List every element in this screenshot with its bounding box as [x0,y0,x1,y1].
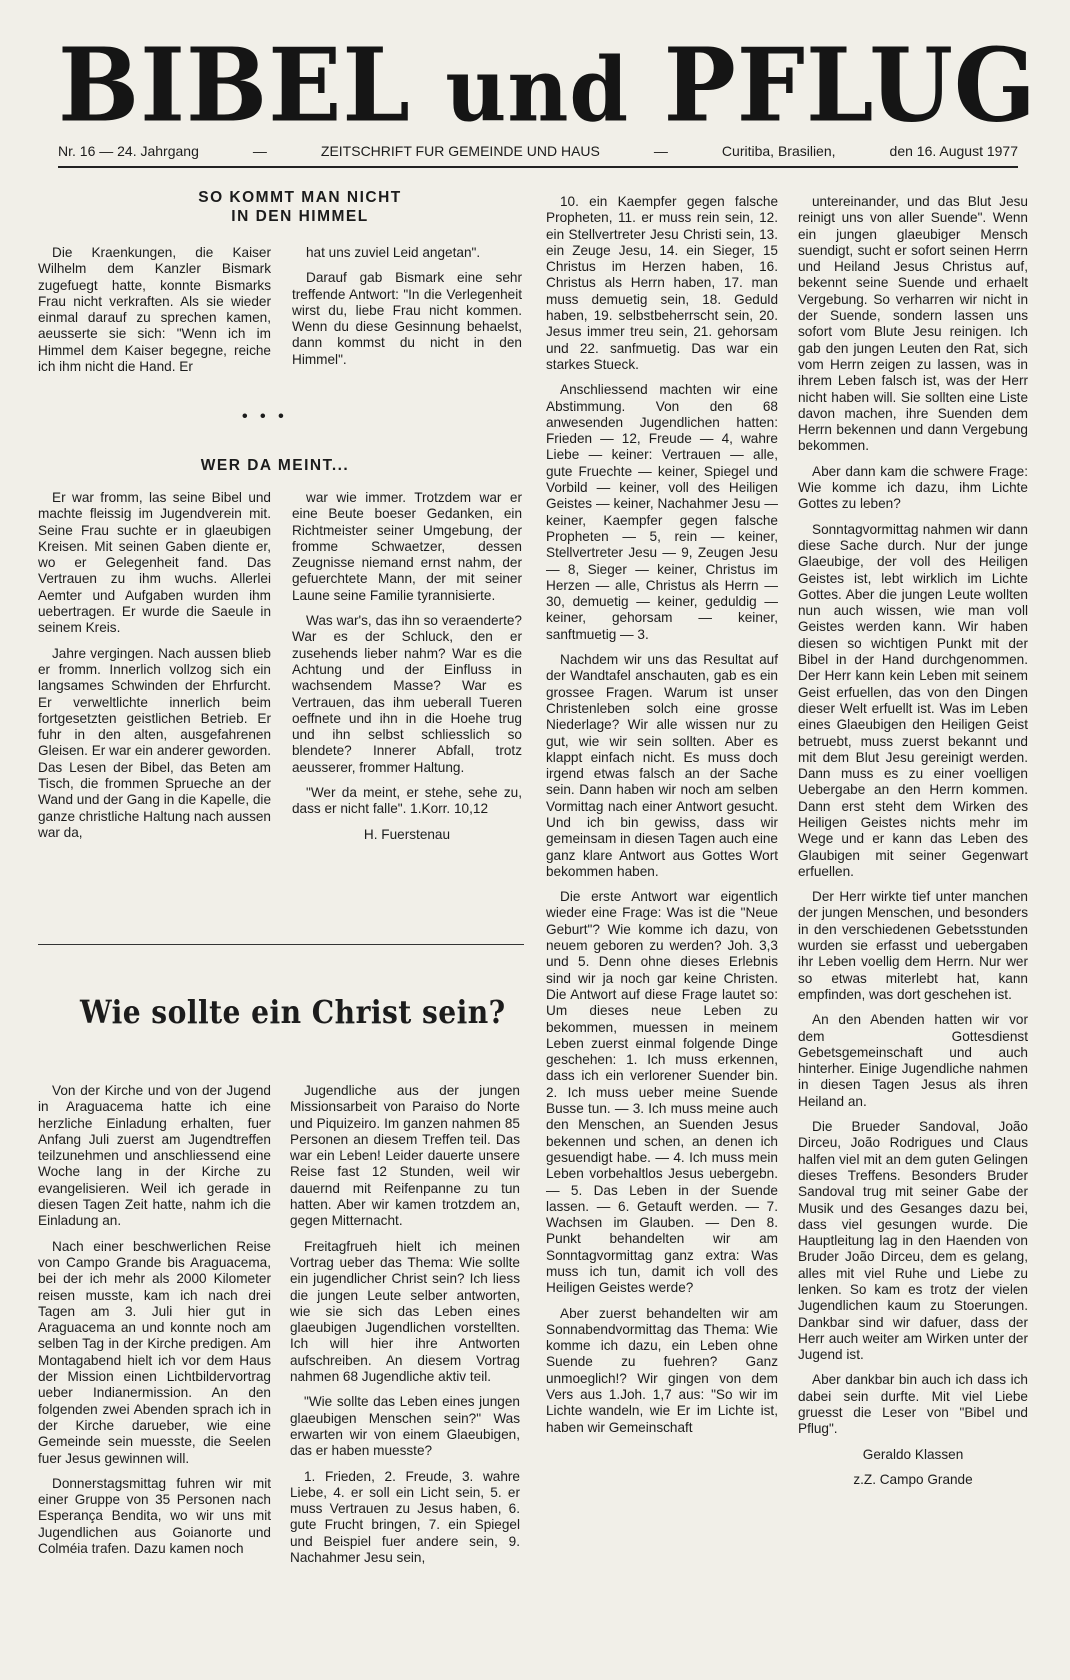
article1-headline-line-2: IN DEN HIMMEL [231,208,369,225]
masthead-title [58,25,1037,148]
article2-paragraph-3: war wie immer. Trotzdem war er eine Beute boeser Gedanken, ein Richtmeister seiner Umgebung, der fromme Schwaetzer, dessen Zeugnisse niemand ernst nahm, der gefuerchtete Mann, der mit seiner Laune seine Familie tyrannisierte. [292,490,522,603]
masthead-rule [58,166,1018,168]
article3-col2-paragraph-4: 1. Frieden, 2. Freude, 3. wahre Liebe, 4. er soll ein Licht sein, 5. er muss Vertrauen zu Jesus haben, 6. gute Frucht bringen, 7. ein Spiegel und Beispiel fuer andere sein, 9. Nachahmer Jesu sein, [290,1468,520,1566]
article3-col2-paragraph-2: Freitagfrueh hielt ich meinen Vortrag ueber das Thema: Wie sollte ein jugendlicher Christ sein? Ich liess die jungen Leute selber antworten, wie sie sich das Leben eines glaeubigen Jugendlichen vorstellten. Ich will hier ihre Antworten aufschreiben. An diesem Vortrag nahmen 68 Jugendliche aktiv teil. [290,1238,520,1385]
issue-dash-1: — [252,143,267,159]
article1-column-2 [292,245,522,377]
article1-paragraph-1: Die Kraenkungen, die Kaiser Wilhelm dem Kanzler Bismark zugefuegt hatte, konnte Bismarks Frau nicht verkraften. Als sie wieder einmal darauf zu sprechen kamen, aeusserte sie sich: "Wenn ich im Himmel dem Kaiser begegne, reiche ich ihm nicht die Hand. Er [38,245,271,375]
article3-col3-paragraph-4: Die erste Antwort war eigentlich wieder eine Frage: Was ist die "Neue Geburt"? Wie komme ich dazu, von neuem geboren zu werden? Joh. 3,3 und 5. Denn ohne dieses Erlebnis sind wir ja noch gar keine Christen. Die Antwort auf diese Frage lautet so: Um dieses neue Leben zu bekommen, muessen in meinem Leben zuerst einmal folgende Dinge geschehen: 1. Ich muss erkennen, dass ich ein verlorener Suender bin. 2. Ich muss ueber meine Suende Busse tun. — 3. Ich muss meine auch den Menschen, an Suenden Jesus bekennen und schen, an denen ich gesuendigt habe. — 4. Ich muss mein Leben vorbehaltlos Jesus uebergebn. — 5. Das Leben in der Suende lassen. — 6. Getauft werden. — 7. Wachsen im Glauben. — Den 8. Punkt behandelten wir am Sonntagvormittag ganz extra: Was muss ich tun, damit ich voll des Heiligen Geistes werde? [546,889,778,1296]
article3-col1-paragraph-2: Nach einer beschwerlichen Reise von Campo Grande bis Araguacema, bei der ich mehr als 2000 Kilometer reisen musste, kam ich nach drei Tagen am 3. Juli hier gut in Araguacema an und konnte noch am selben Tag in der Kirche predigen. Am Montagabend hielt ich vor dem Haus der Mission einen Lichtbildervortrag ueber Indianermission. An den folgenden zwei Abenden sprach ich in der Kirche darueber, wie eine Gemeinde sein muesste, die Seelen fuer Jesus gewinnen will. [38,1238,271,1466]
masthead-word-und: und [445,37,630,142]
article3-col4-paragraph-4: Der Herr wirkte tief unter manchen der jungen Menschen, und besonders in den verschiedenen Gebetsstunden wurden sie erfasst und uebergaben ihr Leben voellig dem Herrn. Nur wer so etwas miterlebt hat, kann empfinden, was dort geschehen ist. [798,889,1028,1002]
article2-headline: WER DA MEINT... [200,457,350,474]
article3-column-3 [546,194,778,1445]
issue-place: Curitiba, Brasilien, [721,143,836,159]
article3-col2-paragraph-1: Jugendliche aus der jungen Missionsarbeit von Paraiso do Norte und Piquizeiro. Im ganzen nahmen 85 Personen an diesem Treffen teil. Das war ein Leben! Leider dauerte unsere Reise fast 12 Stunden, weil wir dauernd mit Reifenpanne zu tun hatten. Aber wir kamen trotzdem an, gegen Mitternacht. [290,1083,520,1229]
article3-col1-paragraph-3: Donnerstagsmittag fuhren wir mit einer Gruppe von 35 Personen nach Esperança Bendita, wo wir uns mit Jugendlichen aus Goianorte und Colméia trafen. Dazu kamen noch [38,1475,271,1557]
article1-column-1 [38,245,271,384]
issue-dash-2: — [653,143,668,159]
article3-col3-paragraph-5: Aber zuerst behandelten wir am Sonnabendvormittag das Thema: Wie komme ich dazu, ein Leben ohne Suende zu fuehren? Ganz unmoeglich!? Wir gingen von dem Vers aus 1.Joh. 1,7 aus: "So wir im Lichte wandeln, wie Er im Lichte ist, haben wir Gemeinschaft [546,1305,778,1435]
article3-col4-paragraph-2: Aber dann kam die schwere Frage: Wie komme ich dazu, ihm Lichte Gottes zu leben? [798,463,1028,512]
issue-line [58,142,1018,160]
article3-column-4 [798,194,1028,1497]
article2-paragraph-1: Er war fromm, las seine Bibel und machte fleissig im Jugendverein mit. Seine Frau suchte er in glaeubigen Kreisen. Mit seinen Gaben diente er, wo er Gelegenheit fand. Das Vertrauen zu ihm wuchs. Allerlei Aemter und Aufgaben wurden ihm uebertragen. Er wurde die Saeule in seinem Kreis. [38,490,271,636]
article3-col4-paragraph-6: Die Brueder Sandoval, João Dirceu, João Rodrigues und Claus halfen viel mit an dem guten Gelingen dieses Treffens. Besonders Bruder Sandoval trug mit seiner Gabe der Musik und des Gesanges dazu bei, dass viel gesungen wurde. Die Hauptleitung lag in den Haenden von Bruder João Dirceu, dem es gelang, alles mit viel Ruhe und Liebe zu lenken. So kam es trotz der vielen Jugendlichen kaum zu Stoerungen. Dankbar sind wir dafuer, dass der Herr auch weiter am Wirken unter der Jugend ist. [798,1119,1028,1363]
issue-subtitle: ZEITSCHRIFT FUR GEMEINDE UND HAUS [320,143,600,159]
issue-number: Nr. 16 — 24. Jahrgang [58,143,199,159]
article3-col4-paragraph-1: untereinander, und das Blut Jesu reinigt uns von aller Suende". Wenn ein jungen glaeubiger Mensch suendigt, sucht er sofort seinen Herrn und Heiland Jesus Christus auf, bekennt seine Suende und erhaelt Vergebung. So verharren wir nicht in der Suende, sondern lassen uns sofort vom Blute Jesu reinigen. Ich gab den jungen Leuten den Rat, sich vom Herrn zeigen zu lassen, was in ihrem Leben falsch ist, was der Herr nicht haben will. Sie sollten eine Liste davon machen, ihre Suenden dem Herrn bekennen und dann Vergebung bekommen. [798,194,1028,454]
article3-col3-paragraph-2: Anschliessend machten wir eine Abstimmung. Von den 68 anwesenden Jugendlichen hatten: Frieden — 12, Freude — 4, wahre Liebe — keiner: Vertrauen — alle, gute Fruechte — keiner, Spiegel und Vorbild — keiner, voll des Heiligen Geistes — keiner, Nachahmer Jesu — keiner, Kaempfer gegen falsche Propheten — 5, rein — keiner, Stellvertreter Jesu — 9, Zeugen Jesu — 8, Sieger — keiner, Christus im Herzen — alle, Christus als Herrn — 30, demuetig — keiner, geduldig — keiner, gehorsam — keiner, sanftmuetig — 3. [546,382,778,642]
article3-author: Geraldo Klassen [862,1446,964,1462]
article3-col3-paragraph-1: 10. ein Kaempfer gegen falsche Propheten, 11. er muss rein sein, 12. ein Stellvertreter Jesu Christi sein, 13. ein Zeuge Jesu, 14. ein Sieger, 15 Christus im Herzen haben, 16. Christus als Herrn haben, 17. man muss demuetig sein, 18. Geduld haben, 19. selbstbeherrscht sein, 20. Jesus immer treu sein, 21. gehorsam und 22. sanfmuetig. Das war ein starkes Stueck. [546,194,778,372]
masthead-word-pflug: PFLUG [663,25,1037,145]
article1-paragraph-2: hat uns zuviel Leid angetan". [306,245,481,260]
article3-col4-paragraph-5: An den Abenden hatten wir vor dem Gottesdienst Gebetsgemeinschaft und auch hinterher. Einige Jugendliche nahmen in diesen Tagen Jesus als ihren Heiland an. [798,1012,1028,1109]
article2-column-2 [292,490,522,852]
article3-title: Wie sollte ein Christ sein? [80,993,506,1031]
article2-paragraph-2: Jahre vergingen. Nach aussen blieb er fromm. Innerlich vollzog sich ein langsames Schwinden der Ehrfurcht. Er verweltlichte innerlich beim fortgesetzten geistlichen Betrieb. Er fuhr in den alten, ausgefahrenen Gleisen. Er war ein anderer geworden. Das Lesen der Bibel, das Beten am Tisch, die frommen Sprueche an der Wand und der Gang in die Kapelle, die ganze christliche Haltung nach aussen war da, [38,645,272,840]
article3-col4-paragraph-3: Sonntagvormittag nahmen wir dann diese Sache durch. Nur der junge Glaeubige, der voll des Heiligen Geistes ist, lebt wirklich im Lichte Gottes. Aber die jungen Leute wollten nun auch wissen, wie man voll Geistes werden kann. Wir haben diesen so wichtigen Punkt mit der Bibel in der Hand durchgenommen. Der Herr kann kein Leben mit seinem Geist erfuellen, das von den Dingen dieser Welt erfuellt ist. Was im Leben eines Glaeubigen den Heiligen Geist betruebt, muss zuerst bekannt und mit dem Blut Jesu gereinigt werden. Dann muss es zu einer voelligen Uebergabe an den Herrn kommen. Dann erst steht dem Wirken des Heiligen Geistes nichts mehr im Wege und er kann das Leben des Glaubigen mit seiner Gegenwart erfuellen. [798,521,1028,879]
article1-headline-line-1: SO KOMMT MAN NICHT [198,189,402,206]
article3-col2-paragraph-3: "Wie sollte das Leben eines jungen glaeubigen Menschen sein?" Was erwarten wir von einem Glaeubigen, das er haben muesste? [290,1394,520,1459]
article3-column-1 [38,1083,271,1566]
article1-headline [100,188,500,226]
article2-column-1 [38,490,271,850]
section-separator-dots: • • • [242,408,288,425]
article3-author-place: z.Z. Campo Grande [853,1471,973,1487]
article2-paragraph-4: Was war's, das ihn so veraenderte? War es der Schluck, den er zusehends lieber nahm? War es die Achtung und der Einfluss in wachsendem Masse? War es Vertrauen, das ihm ueberall Tueren oeffnete und ihn in die Hoehe trug und ihn selbst schliesslich so blendete? Innerer Abfall, trotz aeusserer, frommer Haltung. [292,613,522,775]
issue-date: den 16. August 1977 [889,143,1018,159]
masthead-word-bibel: BIBEL [58,25,411,145]
article2-paragraph-5: "Wer da meint, er stehe, sehe zu, dass er nicht falle". 1.Korr. 10,12 [292,785,522,817]
article2-author: H. Fuerstenau [363,826,451,842]
article3-col3-paragraph-3: Nachdem wir uns das Resultat auf der Wandtafel anschauten, gab es ein grossee Fragen. Warum ist unser Christenleben solch eine grosse Niederlage? Wir alle wissen nur zu gut, wie wir sein sollten. Aber es klappt einfach nicht. Es muss doch irgend etwas falsch an der Sache sein. Dann haben wir noch am selben Vormittag nach einer Antwort gesucht. Und ich bin gewiss, dass wir gemeinsam in diesen Tagen auch eine ganz klare Antwort aus Gottes Wort bekommen haben. [546,652,778,879]
article3-col1-paragraph-1: Von der Kirche und von der Jugend in Araguacema hatte ich eine herzliche Einladung erhalten, fuer Anfang Juli zuerst am Jugendtreffen teilzunehmen und anschliessend eine Woche lang in der Kirche zu evangelisieren. Weil ich gerade in diesen Tagen Zeit hatte, nahm ich die Einladung an. [38,1083,271,1229]
article3-column-2 [290,1083,520,1575]
article1-paragraph-3: Darauf gab Bismark eine sehr treffende Antwort: "In die Verlegenheit wirst du, liebe Frau nicht kommen. Wenn du diese Gesinnung behaelst, dann kommst du nicht in den Himmel". [292,270,522,367]
section-divider [38,944,524,945]
article3-col4-paragraph-7: Aber dankbar bin auch ich dass ich dabei sein durfte. Mit viel Liebe gruesst die Leser von "Bibel und Pflug". [798,1372,1028,1437]
